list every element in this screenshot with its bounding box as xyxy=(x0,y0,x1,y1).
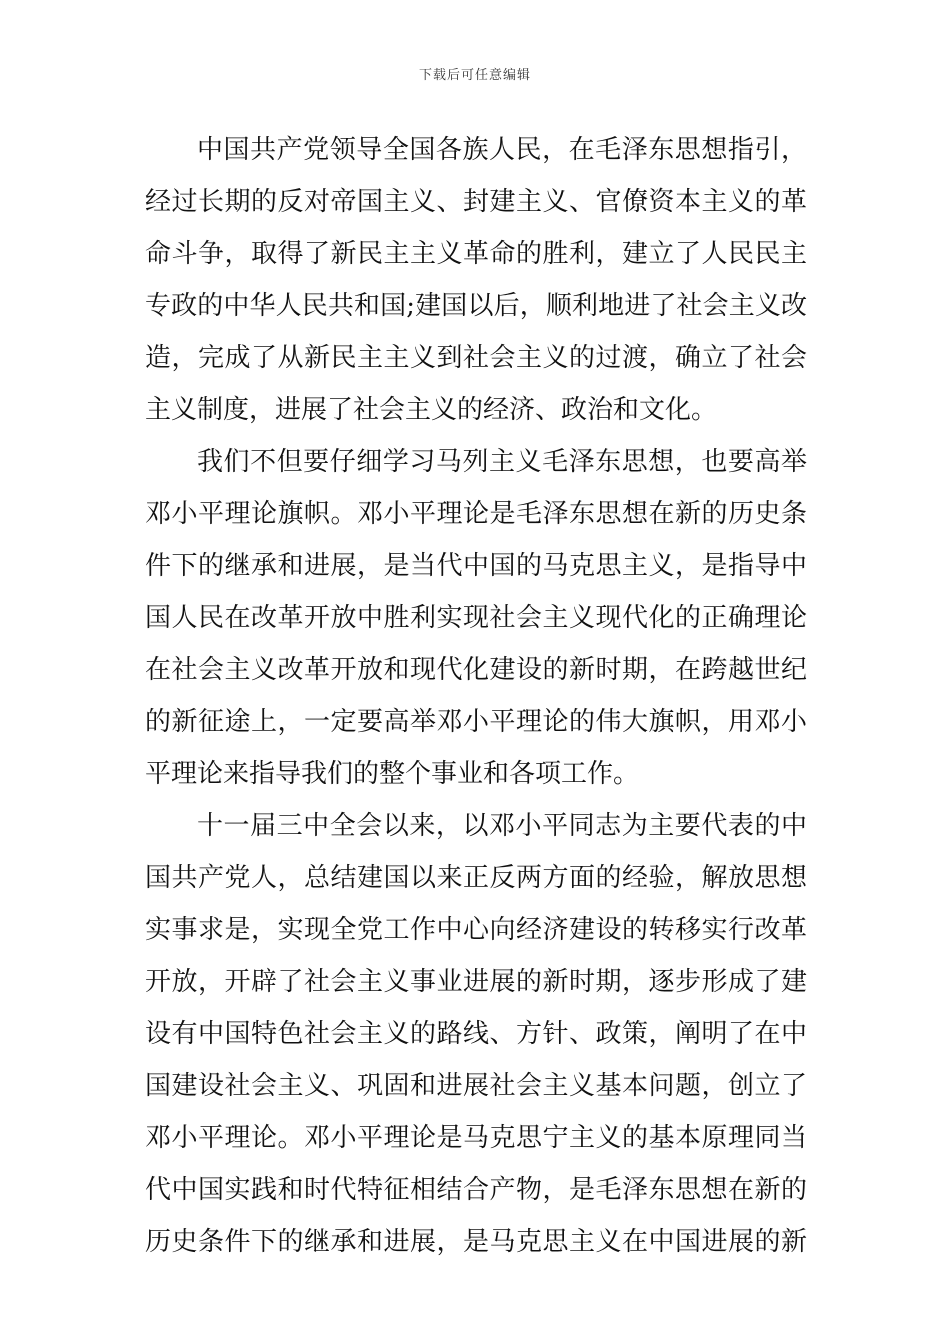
paragraph-line: 经过长期的反对帝国主义、封建主义、官僚资本主义的革 xyxy=(145,187,807,217)
paragraph-line: 件下的继承和进展，是当代中国的马克思主义，是指导中 xyxy=(145,551,807,581)
paragraph-line: 命斗争，取得了新民主主义革命的胜利，建立了人民民主 xyxy=(145,239,807,269)
paragraph-line: 开放，开辟了社会主义事业进展的新时期，逐步形成了建 xyxy=(145,967,807,997)
paragraph-line: 十一届三中全会以来，以邓小平同志为主要代表的中 xyxy=(197,811,807,841)
paragraph-line: 国共产党人，总结建国以来正反两方面的经验，解放思想 xyxy=(145,863,807,893)
document-body xyxy=(145,124,807,1268)
paragraph-line: 造，完成了从新民主主义到社会主义的过渡，确立了社会 xyxy=(145,343,807,373)
paragraph-line: 专政的中华人民共和国;建国以后，顺利地进了社会主义改 xyxy=(145,291,807,321)
paragraph-line: 中国共产党领导全国各族人民，在毛泽东思想指引， xyxy=(197,135,807,165)
paragraph-line: 代中国实践和时代特征相结合产物，是毛泽东思想在新的 xyxy=(145,1175,807,1205)
paragraph-line: 邓小平理论旗帜。邓小平理论是毛泽东思想在新的历史条 xyxy=(145,499,807,529)
paragraph-2 xyxy=(145,436,807,800)
paragraph-line: 平理论来指导我们的整个事业和各项工作。 xyxy=(145,759,640,789)
paragraph-line: 邓小平理论。邓小平理论是马克思宁主义的基本原理同当 xyxy=(145,1123,807,1153)
paragraph-line: 主义制度，进展了社会主义的经济、政治和文化。 xyxy=(145,395,718,425)
paragraph-1 xyxy=(145,124,807,436)
paragraph-line: 国建设社会主义、巩固和进展社会主义基本问题，创立了 xyxy=(145,1071,807,1101)
paragraph-line: 我们不但要仔细学习马列主义毛泽东思想，也要高举 xyxy=(197,447,807,477)
paragraph-line: 的新征途上，一定要高举邓小平理论的伟大旗帜，用邓小 xyxy=(145,707,807,737)
paragraph-line: 国人民在改革开放中胜利实现社会主义现代化的正确理论 xyxy=(145,603,807,633)
paragraph-line: 历史条件下的继承和进展，是马克思主义在中国进展的新 xyxy=(145,1227,807,1257)
paragraph-3 xyxy=(145,800,807,1268)
paragraph-line: 实事求是，实现全党工作中心向经济建设的转移实行改革 xyxy=(145,915,807,945)
paragraph-line: 在社会主义改革开放和现代化建设的新时期，在跨越世纪 xyxy=(145,655,807,685)
page-header-note: 下载后可任意编辑 xyxy=(418,68,531,83)
paragraph-line: 设有中国特色社会主义的路线、方针、政策，阐明了在中 xyxy=(145,1019,807,1049)
